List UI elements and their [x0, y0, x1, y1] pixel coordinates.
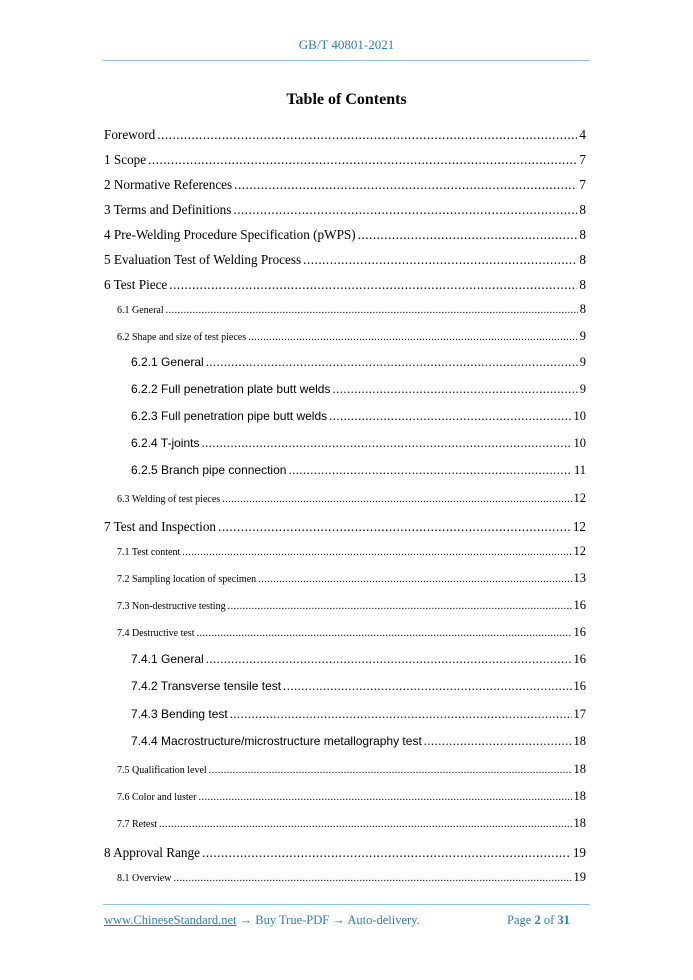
arrow-right-icon: →	[332, 913, 345, 927]
toc-entry-text: 7.6 Color and luster	[117, 792, 197, 803]
toc-entry-6-2-4[interactable]	[131, 436, 586, 451]
toc-entry-page: 8	[579, 252, 586, 267]
dot-leader	[209, 765, 572, 776]
dot-leader	[258, 574, 571, 585]
toc-entry-text: 6.2.5 Branch pipe connection	[131, 463, 287, 477]
toc-entry-text: 7.1 Test content	[117, 547, 181, 558]
toc-entry-page: 18	[573, 816, 586, 830]
toc-entry-7-6[interactable]	[117, 789, 586, 804]
dot-leader	[248, 332, 578, 343]
toc-entry-text: 6.2.3 Full penetration pipe butt welds	[131, 409, 328, 423]
dot-leader	[234, 177, 577, 193]
toc-entry-text: 7.3 Non-destructive testing	[117, 601, 226, 612]
toc-entry-text: 6.2.2 Full penetration plate butt welds	[131, 382, 331, 396]
toc-entry-7-7[interactable]	[117, 816, 586, 831]
toc-entry-text: 6.1 General	[117, 305, 164, 316]
toc-entry-text: 6.3 Welding of test pieces	[117, 494, 221, 505]
toc-entry-test-piece[interactable]	[104, 277, 586, 293]
toc-entry-page: 12	[572, 519, 586, 534]
toc-entry-pwps[interactable]	[104, 227, 586, 243]
toc-entry-6-2-5[interactable]	[131, 463, 586, 478]
dot-leader	[166, 305, 578, 316]
page-of-label: of	[543, 913, 555, 927]
page-current: 2	[534, 913, 541, 927]
toc-entry-text: 7.7 Retest	[117, 819, 157, 830]
toc-entry-text: 2 Normative References	[104, 177, 233, 192]
toc-entry-page: 7	[579, 152, 586, 167]
dot-leader	[228, 601, 572, 612]
site-link[interactable]: www.ChineseStandard.net	[104, 913, 237, 927]
dot-leader	[288, 463, 572, 478]
toc-entry-7-1[interactable]	[117, 544, 586, 559]
page-indicator	[507, 913, 570, 928]
dot-leader	[169, 277, 577, 293]
toc-entry-7-4[interactable]	[117, 625, 586, 640]
buy-true-pdf-link[interactable]: Buy True-PDF	[255, 913, 330, 927]
dot-leader	[206, 355, 578, 370]
toc-entry-text: 6.2 Shape and size of test pieces	[117, 332, 247, 343]
toc-entry-text: 7.2 Sampling location of specimen	[117, 574, 257, 585]
toc-entry-page: 10	[573, 436, 586, 450]
dot-leader	[201, 436, 571, 451]
toc-entry-6-2-3[interactable]	[131, 409, 586, 424]
dot-leader	[148, 152, 577, 168]
toc-entry-text: 7.4.4 Macrostructure/microstructure metallography test	[131, 734, 422, 748]
dot-leader	[424, 734, 572, 749]
toc-entry-text: 6 Test Piece	[104, 277, 168, 292]
toc-entry-text: 6.2.1 General	[131, 355, 204, 369]
toc-entry-page: 12	[573, 491, 586, 505]
page-label: Page	[507, 913, 532, 927]
dot-leader	[332, 382, 577, 397]
dot-leader	[303, 252, 577, 268]
dot-leader	[198, 792, 571, 803]
dot-leader	[283, 679, 571, 694]
toc-entry-text: 7.5 Qualification level	[117, 765, 207, 776]
toc-entry-page: 16	[573, 625, 586, 639]
toc-entry-6-2[interactable]	[117, 329, 586, 344]
dot-leader	[182, 547, 571, 558]
arrow-right-icon: →	[239, 913, 253, 927]
toc-entry-page: 8	[579, 202, 586, 217]
toc-entry-text: 3 Terms and Definitions	[104, 202, 232, 217]
toc-entry-text: 1 Scope	[104, 152, 147, 167]
dot-leader	[233, 202, 577, 218]
dot-leader	[222, 494, 571, 505]
toc-entry-page: 18	[573, 762, 586, 776]
toc-entry-page: 9	[579, 355, 586, 369]
dot-leader	[206, 652, 572, 667]
toc-entry-page: 13	[573, 571, 586, 585]
toc-entry-text: 7.4.1 General	[131, 652, 204, 666]
toc-entry-page: 16	[573, 679, 586, 693]
toc-entry-text: 5 Evaluation Test of Welding Process	[104, 252, 302, 267]
dot-leader	[202, 845, 571, 861]
toc-entry-terms[interactable]	[104, 202, 586, 218]
toc-entry-7-4-1[interactable]	[131, 652, 586, 667]
toc-entry-7-4-2[interactable]	[131, 679, 586, 694]
toc-entry-6-2-1[interactable]	[131, 355, 586, 370]
toc-entry-8-1[interactable]	[117, 870, 586, 885]
toc-entry-7-2[interactable]	[117, 571, 586, 586]
toc-entry-page: 16	[573, 652, 586, 666]
toc-entry-normative-references[interactable]	[104, 177, 586, 193]
dot-leader	[358, 227, 578, 243]
toc-entry-text: 8 Approval Range	[104, 845, 200, 860]
toc-entry-page: 16	[573, 598, 586, 612]
document-code-header: GB/T 40801-2021	[298, 37, 395, 52]
toc-entry-7-3[interactable]	[117, 598, 586, 613]
toc-entry-page: 11	[573, 463, 586, 477]
toc-entry-page: 19	[572, 845, 586, 860]
toc-entry-text: Foreword	[104, 127, 156, 142]
toc-entry-foreword[interactable]	[104, 127, 586, 143]
toc-entry-page: 18	[573, 734, 586, 748]
toc-entry-test-inspection[interactable]	[104, 519, 586, 535]
dot-leader	[230, 707, 572, 722]
footer-purchase-line	[104, 913, 420, 928]
toc-entry-page: 17	[573, 707, 586, 721]
toc-entry-page: 9	[579, 382, 586, 396]
toc-entry-page: 8	[579, 302, 586, 316]
toc-entry-approval-range[interactable]	[104, 845, 586, 861]
dot-leader	[329, 409, 571, 424]
toc-entry-text: 7 Test and Inspection	[104, 519, 217, 534]
dot-leader	[173, 873, 571, 884]
toc-entry-page: 8	[579, 277, 586, 292]
toc-entry-text: 7.4.2 Transverse tensile test	[131, 679, 282, 693]
toc-entry-page: 19	[573, 870, 586, 884]
toc-entry-page: 10	[573, 409, 586, 423]
toc-entry-evaluation-test[interactable]	[104, 252, 586, 268]
toc-entry-page: 4	[579, 127, 586, 142]
toc-title: Table of Contents	[286, 91, 407, 108]
dot-leader	[196, 628, 571, 639]
toc-entry-page: 12	[573, 544, 586, 558]
toc-entry-scope[interactable]	[104, 152, 586, 168]
toc-entry-6-1[interactable]	[117, 302, 586, 317]
toc-entry-text: 8.1 Overview	[117, 873, 172, 884]
toc-entry-7-4-3[interactable]	[131, 707, 586, 722]
toc-entry-page: 7	[579, 177, 586, 192]
toc-entry-7-5[interactable]	[117, 762, 586, 777]
footer-divider	[103, 904, 590, 905]
dot-leader	[159, 819, 572, 830]
toc-entry-page: 9	[579, 329, 586, 343]
auto-delivery-text: Auto-delivery.	[347, 913, 420, 927]
toc-entry-7-4-4[interactable]	[131, 734, 586, 749]
header-divider	[103, 60, 590, 61]
dot-leader	[157, 127, 577, 143]
toc-entry-page: 18	[573, 789, 586, 803]
toc-entry-text: 4 Pre-Welding Procedure Specification (pWPS)	[104, 227, 356, 242]
toc-entry-page: 8	[579, 227, 586, 242]
toc-entry-text: 7.4.3 Bending test	[131, 707, 228, 721]
toc-entry-text: 7.4 Destructive test	[117, 628, 195, 639]
page-total: 31	[557, 913, 570, 927]
toc-entry-6-2-2[interactable]	[131, 382, 586, 397]
dot-leader	[218, 519, 571, 535]
toc-entry-text: 6.2.4 T-joints	[131, 436, 200, 450]
toc-entry-6-3[interactable]	[117, 491, 586, 506]
